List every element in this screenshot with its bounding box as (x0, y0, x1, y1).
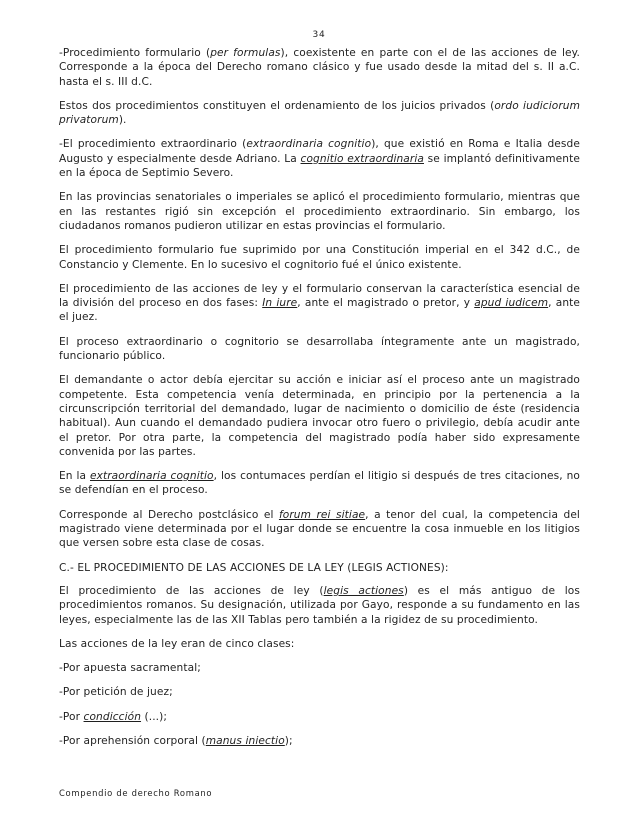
text-run: se implantó definitivamente en la época de Septimio Severo. (59, 152, 580, 180)
paragraph (59, 243, 580, 272)
text-run: -Por petición de juez; (59, 686, 173, 699)
paragraph (59, 710, 580, 724)
text-run: -Por aprehensión corporal ( (59, 734, 206, 747)
latin-term: condicción (83, 710, 142, 723)
latin-term: In iure (262, 297, 298, 310)
text-run: El proceso extraordinario o cognitorio se desarrollaba íntegramente ante un magistrado, funcionario público. (59, 335, 580, 363)
latin-term: per formulas (210, 47, 281, 59)
text-run: C.- EL PROCEDIMIENTO DE LAS ACCIONES DE LA LEY (LEGIS ACTIONES): (59, 561, 449, 574)
latin-term: cognitio extraordinaria (300, 152, 424, 165)
latin-term: legis actiones (323, 584, 404, 597)
text-run: , ante el magistrado o pretor, y (297, 297, 475, 310)
page-footer: Compendio de derecho Romano (59, 788, 213, 798)
paragraph (59, 99, 580, 128)
text-run: Corresponde al Derecho postclásico el (59, 508, 279, 521)
text-run: En las provincias senatoriales o imperiales se aplicó el procedimiento formulario, mientras que en las restantes rigió sin excepción el procedimiento extraordinario. Sin embargo, los ciudadanos romanos pudieron utilizar en estas provincias el formulario. (59, 191, 580, 232)
document-body (59, 46, 580, 758)
text-run: ), coexistente en parte con el de las acciones de ley. Corresponde a la época del Derecho romano clásico y fue usado desde la mitad del s. II a.C. hasta el s. III d.C. (59, 47, 580, 88)
paragraph (59, 373, 580, 459)
text-run: El procedimiento formulario fue suprimido por una Constitución imperial en el 342 d.C., de Constancio y Clemente. En lo sucesivo el cognitorio fué el único existente. (59, 244, 580, 271)
latin-term: manus iniectio (205, 734, 285, 747)
text-run: ) es el más antiguo de los procedimientos romanos. Su designación, utilizada por Gayo, responde a su fundamento en las leyes, especialmente las de las XII Tablas pero también a la rigidez de su procedimiento. (59, 584, 580, 626)
text-run: , los contumaces perdían el litigio si después de tres citaciones, no se defendían en el proceso. (59, 470, 580, 497)
paragraph (59, 637, 580, 651)
page-number: 34 (312, 30, 326, 40)
text-run: El procedimiento de las acciones de ley y el formulario conservan la característica esencial de la división del proceso en dos fases: (59, 282, 580, 310)
text-run: -Procedimiento formulario ( (59, 47, 211, 59)
paragraph (59, 734, 580, 748)
text-run: En la (59, 470, 90, 483)
text-run: ). (118, 114, 127, 127)
latin-term: extraordinaria cognitio (89, 470, 214, 483)
paragraph (59, 282, 580, 325)
paragraph (59, 46, 580, 89)
latin-term: apud iudicem (474, 297, 549, 310)
paragraph (59, 661, 580, 675)
paragraph (59, 190, 580, 233)
text-run: -El procedimiento extraordinario ( (59, 138, 247, 151)
paragraph (59, 685, 580, 699)
text-run: Estos dos procedimientos constituyen el ordenamiento de los juicios privados ( (59, 99, 495, 112)
text-run: -Por (59, 710, 84, 723)
text-run: ); (284, 734, 293, 747)
text-run: El procedimiento de las acciones de ley ( (59, 584, 324, 597)
paragraph (59, 469, 580, 498)
paragraph (59, 335, 580, 364)
section-heading (59, 561, 580, 575)
latin-term: extraordinaria cognitio (246, 138, 372, 151)
text-run: El demandante o actor debía ejercitar su acción e iniciar así el proceso ante un magistrado competente. Esta competencia venía determinada, en principio por la pertenencia a la circunscripción territorial del demandado, lugar de nacimiento o domicilio de éste (residencia habitual). Aun cuando el demandado pudiera invocar otro fuero o privilegio, debía acudir ante el pretor. Por otra parte, la competencia del magistrado podía haber sido expresamente convenida por las partes. (59, 374, 580, 458)
text-run: , a tenor del cual, la competencia del magistrado viene determinada por el lugar donde se encuentre la cosa inmueble en los litigios que versen sobre esta clase de cosas. (59, 508, 580, 550)
text-run: (...); (141, 710, 168, 723)
latin-term: forum rei sitiae (278, 508, 366, 521)
text-run: ), que existió en Roma e Italia desde Augusto y especialmente desde Adriano. La (59, 138, 580, 165)
paragraph (59, 137, 580, 180)
text-run: , ante el juez. (59, 297, 581, 324)
paragraph (59, 584, 580, 627)
paragraph (59, 508, 580, 551)
text-run: Las acciones de la ley eran de cinco clases: (59, 637, 295, 650)
text-run: -Por apuesta sacramental; (59, 662, 201, 675)
latin-term: ordo iudiciorum privatorum (59, 99, 581, 127)
